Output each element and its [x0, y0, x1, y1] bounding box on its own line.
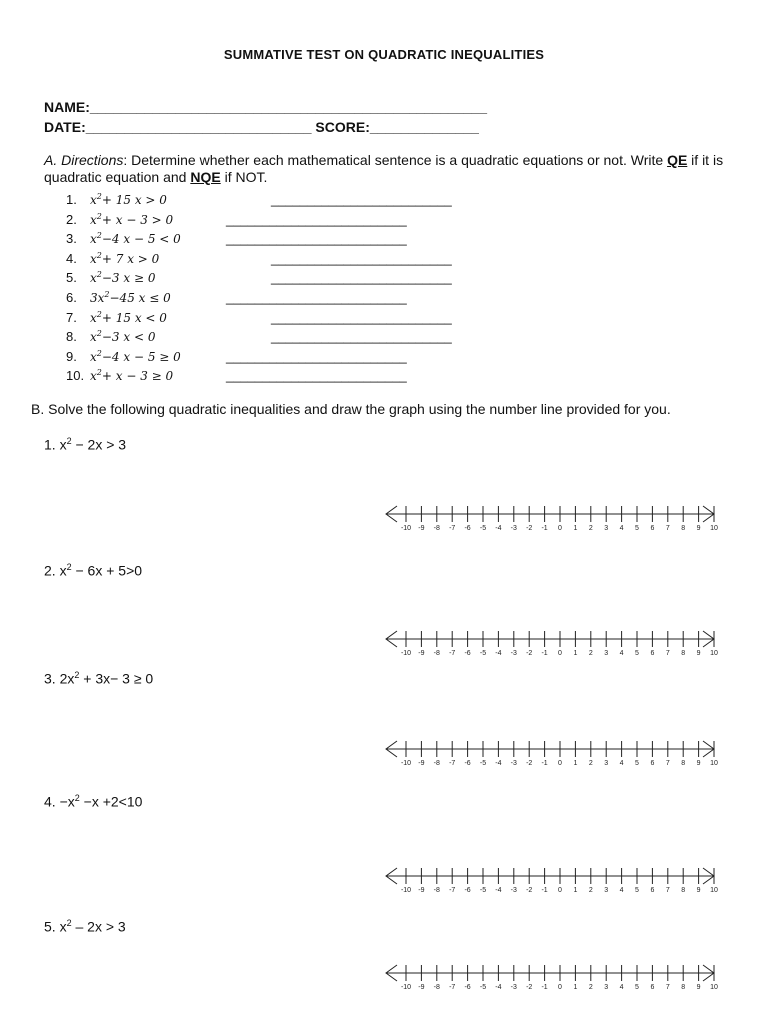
expression-exponent: 2: [96, 329, 102, 339]
tick-label: -5: [479, 525, 487, 531]
tick-label: 8: [681, 984, 686, 990]
answer-blank[interactable]: _________________________: [271, 309, 452, 325]
tick-label: 0: [558, 760, 562, 766]
expression-exponent: 2: [96, 368, 102, 378]
page-title: SUMMATIVE TEST ON QUADRATIC INEQUALITIES: [223, 47, 545, 62]
expression-exponent: 2: [96, 250, 102, 260]
nqe-label: NQE: [190, 169, 221, 185]
problem-rest: −x +2<10: [79, 793, 143, 810]
tick-label: 2: [588, 760, 593, 766]
tick-label: -2: [526, 984, 533, 990]
question-expression: [90, 270, 155, 285]
question-item: [0, 192, 768, 211]
question-number: 9.: [66, 348, 77, 364]
part-a-directions: [44, 152, 734, 186]
number-line[interactable]: [384, 859, 718, 893]
tick-label: 4: [619, 887, 624, 893]
tick-label: -8: [433, 760, 440, 766]
tick-label: -10: [400, 887, 412, 893]
tick-label: 9: [696, 887, 701, 893]
tick-label: -6: [464, 650, 471, 656]
part-a-lead: A. Directions: [44, 152, 124, 168]
problem-rest: – 2x > 3: [71, 918, 126, 935]
tick-label: 7: [665, 760, 670, 766]
question-expression: [90, 368, 173, 383]
problem-statement: [44, 918, 126, 935]
question-number: 6.: [66, 290, 77, 305]
expression-base: 3x: [90, 291, 105, 305]
tick-label: -10: [400, 650, 412, 656]
question-item: [0, 231, 768, 250]
tick-label: 0: [558, 650, 562, 656]
expression-rest: + 15 x < 0: [101, 310, 167, 325]
tick-label: -8: [433, 887, 440, 893]
tick-label: -5: [479, 984, 487, 990]
tick-label: 5: [635, 760, 639, 766]
answer-blank[interactable]: _________________________: [271, 329, 452, 345]
tick-label: 8: [681, 760, 686, 766]
tick-label: -2: [526, 525, 533, 531]
problem-statement: [44, 436, 126, 453]
expression-base: x: [90, 349, 97, 364]
tick-label: 9: [696, 760, 701, 766]
problem-base: 1. x: [44, 436, 67, 453]
answer-blank[interactable]: _________________________: [226, 290, 407, 305]
question-number: 8.: [66, 329, 77, 345]
tick-label: 6: [650, 887, 655, 893]
tick-label: -7: [449, 525, 456, 531]
question-number: 3.: [66, 231, 77, 247]
question-item: [0, 310, 768, 329]
tick-label: 2: [588, 887, 593, 893]
problem-exponent: 2: [66, 918, 72, 928]
question-expression: [90, 251, 159, 266]
expression-base: x: [90, 232, 97, 247]
tick-label: -8: [433, 525, 440, 531]
expression-rest: + x − 3 > 0: [101, 212, 174, 227]
answer-blank[interactable]: _________________________: [271, 192, 452, 207]
question-expression: [90, 290, 171, 305]
tick-label: 10: [710, 525, 718, 531]
expression-rest: −3 x ≥ 0: [101, 271, 156, 286]
tick-label: -9: [418, 650, 425, 656]
question-item: [0, 329, 768, 348]
expression-rest: + 15 x > 0: [101, 193, 167, 207]
part-b-directions: B. Solve the following quadratic inequalities and draw the graph using the number line provided for you.: [31, 401, 671, 417]
problem-rest: + 3x− 3 ≥ 0: [79, 670, 154, 687]
tick-label: 8: [681, 650, 686, 656]
number-line[interactable]: [384, 497, 718, 531]
answer-blank[interactable]: _________________________: [226, 348, 407, 364]
expression-exponent: 2: [96, 231, 102, 241]
tick-label: -7: [449, 887, 456, 893]
problem-statement: [44, 562, 142, 579]
tick-label: 0: [558, 984, 562, 990]
expression-exponent: 2: [96, 211, 102, 221]
expression-rest: −3 x < 0: [101, 330, 156, 345]
problem-exponent: 2: [74, 670, 80, 680]
tick-label: 4: [619, 650, 624, 656]
expression-rest: −45 x ≤ 0: [109, 291, 171, 305]
answer-blank[interactable]: _________________________: [226, 231, 407, 247]
tick-label: -9: [418, 887, 425, 893]
tick-label: -6: [464, 984, 471, 990]
tick-label: -4: [495, 984, 502, 990]
part-a-text-3: if NOT.: [220, 169, 268, 185]
tick-label: -3: [510, 650, 517, 656]
tick-label: -4: [495, 760, 502, 766]
expression-exponent: 2: [96, 348, 102, 358]
problem-exponent: 2: [66, 436, 72, 446]
question-item: [0, 270, 768, 289]
tick-label: -1: [541, 525, 548, 531]
answer-blank[interactable]: _________________________: [226, 211, 407, 227]
tick-label: -9: [418, 525, 425, 531]
question-number: 1.: [66, 192, 77, 207]
problem-exponent: 2: [66, 562, 72, 572]
tick-label: -6: [464, 525, 471, 531]
problem-statement: [44, 793, 142, 810]
tick-label: -6: [464, 887, 471, 893]
question-number: 2.: [66, 211, 77, 227]
answer-blank[interactable]: _________________________: [271, 250, 452, 266]
tick-label: -7: [449, 650, 456, 656]
tick-label: -9: [418, 984, 425, 990]
part-a-text-2: if it is quadratic equation and: [44, 152, 724, 185]
tick-label: 5: [635, 525, 639, 531]
tick-label: -1: [541, 650, 548, 656]
tick-label: 5: [635, 650, 639, 656]
tick-label: 5: [635, 887, 639, 893]
name-field[interactable]: NAME:___________________________________________________: [44, 99, 487, 115]
tick-label: 4: [619, 760, 624, 766]
tick-label: -7: [449, 984, 456, 990]
problem-exponent: 2: [74, 793, 80, 803]
problem-statement: [44, 670, 153, 687]
tick-label: -5: [479, 650, 487, 656]
tick-label: 0: [558, 887, 562, 893]
tick-label: -10: [400, 525, 412, 531]
tick-label: -3: [510, 887, 517, 893]
expression-exponent: 2: [96, 192, 102, 201]
tick-label: 1: [573, 887, 578, 893]
question-number: 7.: [66, 309, 77, 325]
tick-label: 7: [665, 525, 670, 531]
expression-base: x: [90, 330, 97, 345]
tick-label: 10: [710, 650, 718, 656]
question-item: [0, 290, 768, 309]
problem-base: 2. x: [44, 562, 67, 579]
question-item: [0, 212, 768, 231]
tick-label: 6: [650, 650, 655, 656]
expression-base: x: [90, 193, 97, 207]
tick-label: -7: [449, 760, 456, 766]
tick-label: 0: [558, 525, 562, 531]
tick-label: 8: [681, 525, 686, 531]
tick-label: -2: [526, 760, 533, 766]
expression-base: x: [90, 251, 97, 266]
tick-label: 2: [588, 525, 593, 531]
question-item: [0, 251, 768, 270]
question-number: 5.: [66, 270, 77, 286]
problem-rest: − 2x > 3: [71, 436, 127, 453]
tick-label: 1: [573, 525, 578, 531]
problem-rest: − 6x + 5>0: [71, 562, 143, 579]
number-line[interactable]: [384, 622, 718, 656]
tick-label: 9: [696, 525, 701, 531]
tick-label: 7: [665, 887, 670, 893]
tick-label: -10: [400, 760, 412, 766]
question-number: 4.: [66, 250, 77, 266]
tick-label: 4: [619, 525, 624, 531]
tick-label: 1: [573, 760, 578, 766]
tick-label: 10: [710, 984, 718, 990]
problem-base: 5. x: [44, 918, 67, 935]
part-a-text-1: : Determine whether each mathematical sentence is a quadratic equations or not. Write: [123, 152, 668, 168]
tick-label: 2: [588, 984, 593, 990]
tick-label: 5: [635, 984, 639, 990]
question-expression: [90, 192, 167, 207]
tick-label: -4: [495, 887, 502, 893]
problem-base: 4. −x: [44, 793, 75, 810]
expression-exponent: 2: [96, 270, 102, 280]
tick-label: -1: [541, 887, 548, 893]
tick-label: -2: [526, 650, 533, 656]
expression-rest: + 7 x > 0: [101, 251, 160, 266]
question-expression: [90, 212, 173, 227]
tick-label: -5: [479, 887, 487, 893]
tick-label: 1: [573, 650, 578, 656]
expression-base: x: [90, 212, 97, 227]
tick-label: 2: [588, 650, 593, 656]
tick-label: 10: [710, 887, 718, 893]
question-expression: [90, 329, 155, 344]
tick-label: 3: [604, 887, 609, 893]
answer-blank[interactable]: _________________________: [271, 270, 452, 286]
tick-label: -10: [400, 984, 412, 990]
answer-blank[interactable]: _________________________: [226, 368, 407, 384]
tick-label: -1: [541, 760, 548, 766]
tick-label: 7: [665, 650, 670, 656]
qe-label: QE: [667, 152, 688, 168]
tick-label: -5: [479, 760, 487, 766]
tick-label: 9: [696, 984, 701, 990]
tick-label: 3: [604, 650, 609, 656]
tick-label: -8: [433, 984, 440, 990]
expression-base: x: [90, 369, 97, 384]
expression-rest: −4 x − 5 ≥ 0: [101, 349, 181, 364]
tick-label: 6: [650, 984, 655, 990]
tick-label: 3: [604, 984, 609, 990]
tick-label: -4: [495, 525, 502, 531]
question-expression: [90, 349, 181, 364]
tick-label: -3: [510, 760, 517, 766]
tick-label: -8: [433, 650, 440, 656]
tick-label: 4: [619, 984, 624, 990]
tick-label: 9: [696, 650, 701, 656]
expression-exponent: 2: [104, 290, 110, 299]
tick-label: 10: [710, 760, 718, 766]
expression-base: x: [90, 310, 97, 325]
question-number: 10.: [66, 368, 85, 384]
question-expression: [90, 310, 167, 325]
tick-label: -6: [464, 760, 471, 766]
tick-label: 3: [604, 525, 609, 531]
expression-rest: + x − 3 ≥ 0: [101, 369, 174, 384]
question-expression: [90, 231, 181, 246]
tick-label: 6: [650, 525, 655, 531]
tick-label: 8: [681, 887, 686, 893]
tick-label: 1: [573, 984, 578, 990]
expression-exponent: 2: [96, 309, 102, 319]
expression-base: x: [90, 271, 97, 286]
number-line[interactable]: [384, 956, 718, 990]
tick-label: -9: [418, 760, 425, 766]
date-score-field[interactable]: DATE:_____________________________ SCORE:______________: [44, 119, 479, 135]
tick-label: -2: [526, 887, 533, 893]
tick-label: -4: [495, 650, 502, 656]
number-line[interactable]: [384, 732, 718, 766]
expression-rest: −4 x − 5 < 0: [101, 232, 181, 247]
tick-label: -3: [510, 984, 517, 990]
question-item: [0, 368, 768, 387]
tick-label: -3: [510, 525, 517, 531]
problem-base: 3. 2x: [44, 670, 75, 687]
tick-label: 3: [604, 760, 609, 766]
tick-label: 6: [650, 760, 655, 766]
tick-label: 7: [665, 984, 670, 990]
question-item: [0, 349, 768, 368]
tick-label: -1: [541, 984, 548, 990]
